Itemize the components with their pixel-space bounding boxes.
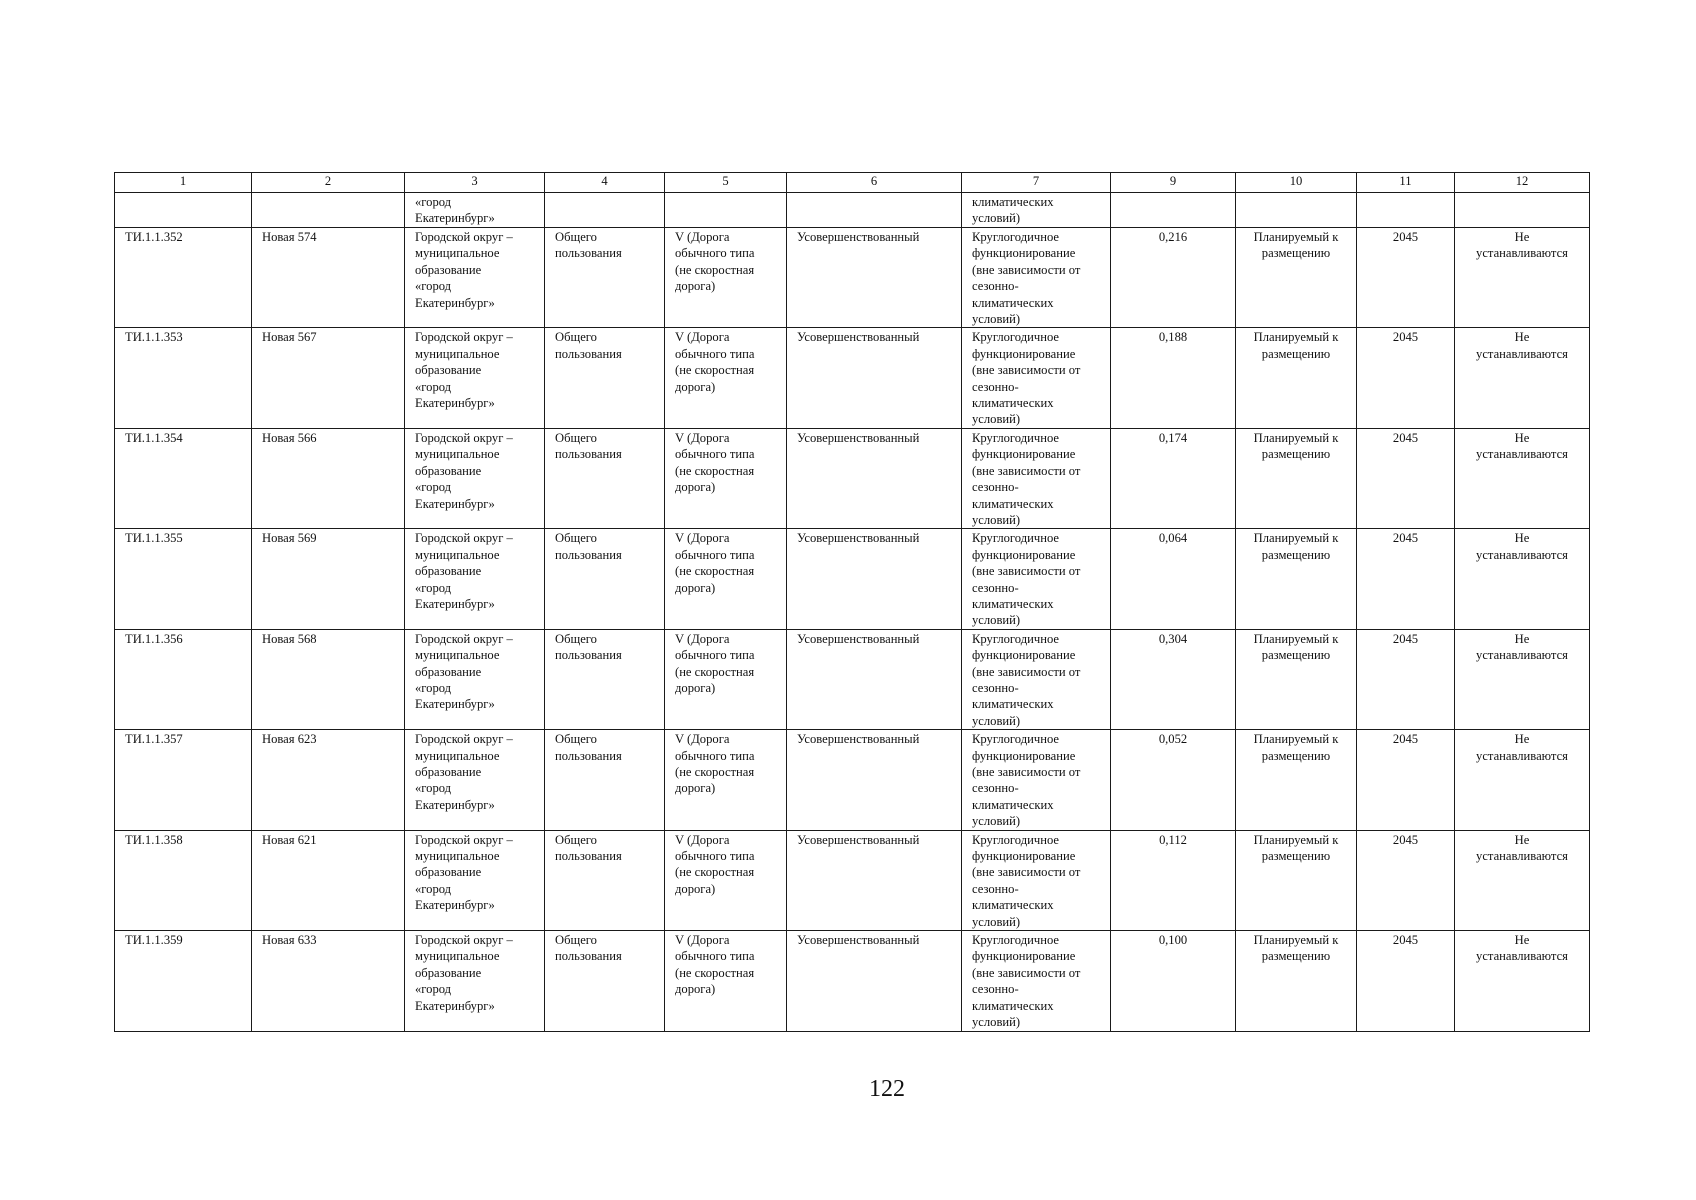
road-category-cell: V (Дорога обычного типа (не скоростная дорога)	[665, 629, 787, 729]
zones-cell: Не устанавливаются	[1455, 730, 1590, 830]
status-cell: Планируемый к размещению	[1236, 931, 1357, 1031]
table-row	[115, 730, 1590, 830]
surface-type-cell: Усовершенствованный	[787, 529, 962, 629]
road-category-cell: V (Дорога обычного типа (не скоростная дорога)	[665, 830, 787, 930]
year-cell: 2045	[1357, 730, 1455, 830]
length-cell: 0,304	[1111, 629, 1236, 729]
municipality-cell: Городской округ – муниципальное образование «город Екатеринбург»	[405, 228, 545, 328]
object-name-cell: Новая 566	[252, 428, 405, 528]
purpose-cell: Общего пользования	[545, 228, 665, 328]
operation-mode-cell: Круглогодичное функционирование (вне зависимости от сезонно- климатических условий)	[962, 428, 1111, 528]
header-cell-4: 4	[545, 173, 665, 193]
status-cell: Планируемый к размещению	[1236, 529, 1357, 629]
object-id-cell: ТИ.1.1.353	[115, 328, 252, 428]
status-cell: Планируемый к размещению	[1236, 228, 1357, 328]
year-cell: 2045	[1357, 428, 1455, 528]
table-body	[115, 193, 1590, 1032]
operation-mode-cell: Круглогодичное функционирование (вне зависимости от сезонно- климатических условий)	[962, 529, 1111, 629]
table-row	[115, 931, 1590, 1031]
zones-cell: Не устанавливаются	[1455, 529, 1590, 629]
status-cell: Планируемый к размещению	[1236, 428, 1357, 528]
continuation-cell-12	[1455, 193, 1590, 228]
object-name-cell: Новая 568	[252, 629, 405, 729]
zones-cell: Не устанавливаются	[1455, 228, 1590, 328]
road-category-cell: V (Дорога обычного типа (не скоростная дорога)	[665, 428, 787, 528]
header-cell-12: 12	[1455, 173, 1590, 193]
length-cell: 0,052	[1111, 730, 1236, 830]
surface-type-cell: Усовершенствованный	[787, 931, 962, 1031]
object-id-cell: ТИ.1.1.358	[115, 830, 252, 930]
header-cell-3: 3	[405, 173, 545, 193]
road-category-cell: V (Дорога обычного типа (не скоростная дорога)	[665, 529, 787, 629]
municipality-cell: Городской округ – муниципальное образование «город Екатеринбург»	[405, 328, 545, 428]
continuation-cell-9	[1111, 193, 1236, 228]
table-row	[115, 228, 1590, 328]
table-header	[115, 173, 1590, 193]
page-number: 122	[869, 1076, 905, 1102]
municipality-cell: Городской округ – муниципальное образование «город Екатеринбург»	[405, 730, 545, 830]
purpose-cell: Общего пользования	[545, 730, 665, 830]
table-row	[115, 529, 1590, 629]
table-row	[115, 328, 1590, 428]
length-cell: 0,174	[1111, 428, 1236, 528]
zones-cell: Не устанавливаются	[1455, 328, 1590, 428]
operation-mode-cell: Круглогодичное функционирование (вне зависимости от сезонно- климатических условий)	[962, 730, 1111, 830]
object-id-cell: ТИ.1.1.355	[115, 529, 252, 629]
header-cell-5: 5	[665, 173, 787, 193]
continuation-cell-1	[115, 193, 252, 228]
purpose-cell: Общего пользования	[545, 629, 665, 729]
surface-type-cell: Усовершенствованный	[787, 328, 962, 428]
road-category-cell: V (Дорога обычного типа (не скоростная дорога)	[665, 931, 787, 1031]
continuation-cell-11	[1357, 193, 1455, 228]
length-cell: 0,100	[1111, 931, 1236, 1031]
road-category-cell: V (Дорога обычного типа (не скоростная дорога)	[665, 328, 787, 428]
continuation-cell-6	[787, 193, 962, 228]
municipality-cell: Городской округ – муниципальное образование «город Екатеринбург»	[405, 529, 545, 629]
municipality-cell: Городской округ – муниципальное образование «город Екатеринбург»	[405, 931, 545, 1031]
status-cell: Планируемый к размещению	[1236, 629, 1357, 729]
object-id-cell: ТИ.1.1.356	[115, 629, 252, 729]
year-cell: 2045	[1357, 529, 1455, 629]
object-id-cell: ТИ.1.1.359	[115, 931, 252, 1031]
object-name-cell: Новая 623	[252, 730, 405, 830]
purpose-cell: Общего пользования	[545, 529, 665, 629]
surface-type-cell: Усовершенствованный	[787, 730, 962, 830]
continuation-municipality: «город Екатеринбург»	[405, 193, 545, 228]
year-cell: 2045	[1357, 931, 1455, 1031]
purpose-cell: Общего пользования	[545, 830, 665, 930]
zones-cell: Не устанавливаются	[1455, 428, 1590, 528]
length-cell: 0,112	[1111, 830, 1236, 930]
status-cell: Планируемый к размещению	[1236, 328, 1357, 428]
purpose-cell: Общего пользования	[545, 931, 665, 1031]
header-cell-9: 9	[1111, 173, 1236, 193]
continuation-cell-2	[252, 193, 405, 228]
status-cell: Планируемый к размещению	[1236, 830, 1357, 930]
object-name-cell: Новая 567	[252, 328, 405, 428]
object-name-cell: Новая 633	[252, 931, 405, 1031]
road-category-cell: V (Дорога обычного типа (не скоростная дорога)	[665, 228, 787, 328]
header-cell-7: 7	[962, 173, 1111, 193]
zones-cell: Не устанавливаются	[1455, 931, 1590, 1031]
zones-cell: Не устанавливаются	[1455, 830, 1590, 930]
length-cell: 0,216	[1111, 228, 1236, 328]
object-id-cell: ТИ.1.1.354	[115, 428, 252, 528]
operation-mode-cell: Круглогодичное функционирование (вне зависимости от сезонно- климатических условий)	[962, 328, 1111, 428]
object-name-cell: Новая 621	[252, 830, 405, 930]
object-name-cell: Новая 574	[252, 228, 405, 328]
continuation-mode: климатических условий)	[962, 193, 1111, 228]
road-category-cell: V (Дорога обычного типа (не скоростная дорога)	[665, 730, 787, 830]
year-cell: 2045	[1357, 830, 1455, 930]
header-row	[115, 173, 1590, 193]
surface-type-cell: Усовершенствованный	[787, 830, 962, 930]
operation-mode-cell: Круглогодичное функционирование (вне зависимости от сезонно- климатических условий)	[962, 228, 1111, 328]
length-cell: 0,064	[1111, 529, 1236, 629]
purpose-cell: Общего пользования	[545, 328, 665, 428]
table-row	[115, 830, 1590, 930]
header-cell-11: 11	[1357, 173, 1455, 193]
header-cell-2: 2	[252, 173, 405, 193]
municipality-cell: Городской округ – муниципальное образование «город Екатеринбург»	[405, 830, 545, 930]
header-cell-6: 6	[787, 173, 962, 193]
operation-mode-cell: Круглогодичное функционирование (вне зависимости от сезонно- климатических условий)	[962, 931, 1111, 1031]
year-cell: 2045	[1357, 629, 1455, 729]
year-cell: 2045	[1357, 228, 1455, 328]
operation-mode-cell: Круглогодичное функционирование (вне зависимости от сезонно- климатических условий)	[962, 830, 1111, 930]
continuation-cell-5	[665, 193, 787, 228]
header-cell-1: 1	[115, 173, 252, 193]
surface-type-cell: Усовершенствованный	[787, 228, 962, 328]
surface-type-cell: Усовершенствованный	[787, 629, 962, 729]
zones-cell: Не устанавливаются	[1455, 629, 1590, 729]
header-cell-10: 10	[1236, 173, 1357, 193]
status-cell: Планируемый к размещению	[1236, 730, 1357, 830]
object-id-cell: ТИ.1.1.357	[115, 730, 252, 830]
continuation-row	[115, 193, 1590, 228]
object-id-cell: ТИ.1.1.352	[115, 228, 252, 328]
municipality-cell: Городской округ – муниципальное образование «город Екатеринбург»	[405, 428, 545, 528]
object-name-cell: Новая 569	[252, 529, 405, 629]
surface-type-cell: Усовершенствованный	[787, 428, 962, 528]
continuation-cell-4	[545, 193, 665, 228]
table-row	[115, 629, 1590, 729]
purpose-cell: Общего пользования	[545, 428, 665, 528]
length-cell: 0,188	[1111, 328, 1236, 428]
year-cell: 2045	[1357, 328, 1455, 428]
table-row	[115, 428, 1590, 528]
continuation-cell-10	[1236, 193, 1357, 228]
road-objects-table	[114, 172, 1590, 1032]
operation-mode-cell: Круглогодичное функционирование (вне зависимости от сезонно- климатических условий)	[962, 629, 1111, 729]
municipality-cell: Городской округ – муниципальное образование «город Екатеринбург»	[405, 629, 545, 729]
